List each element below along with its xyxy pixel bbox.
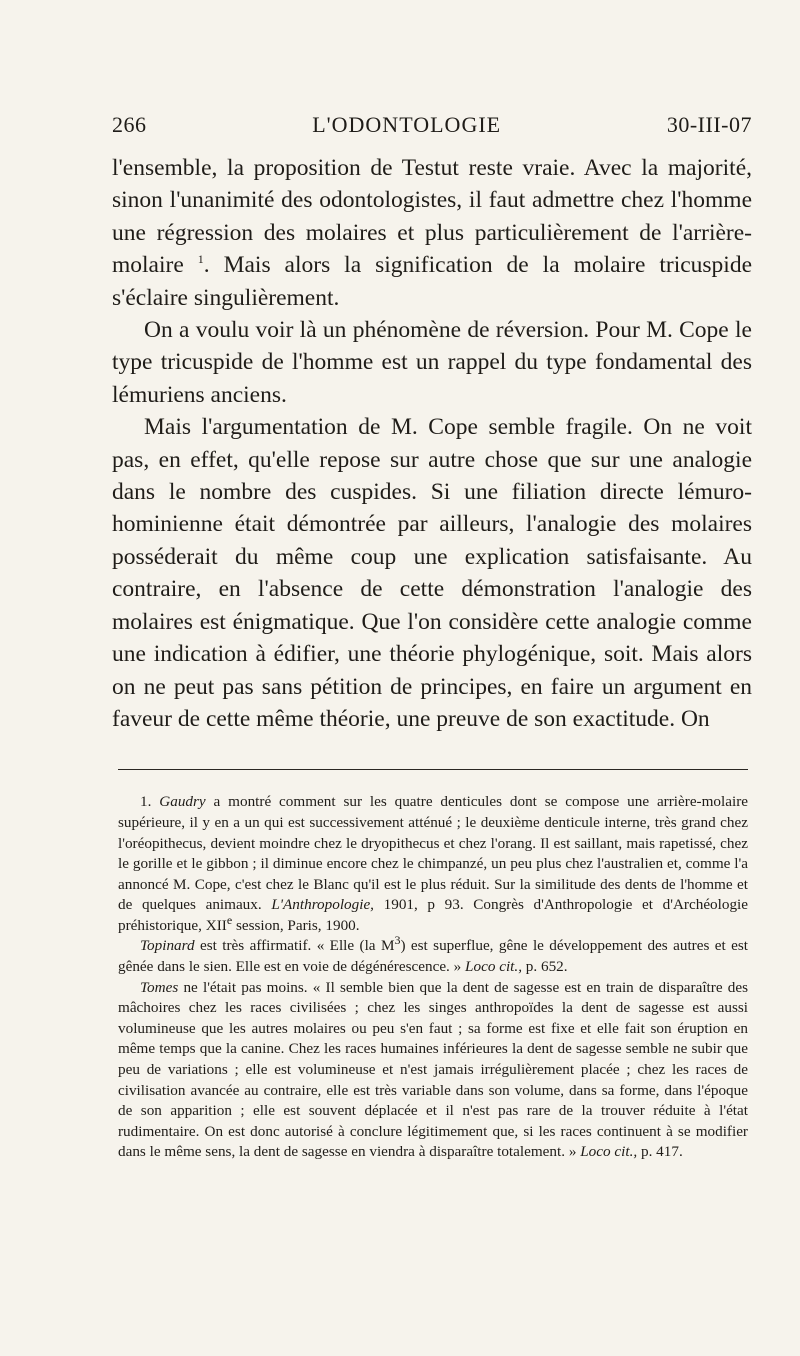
footnote-3: Tomes ne l'était pas moins. « Il semble bien que la dent de sagesse est en train de disparaître des mâchoires chez les races civilisées ; chez les singes anthropoïdes la dent de sagesse est aussi volumineuse que les autres molaires ou peu s'en faut ; sa forme est fixe et elle fait son éruption en même temps que la canine. Chez les races humaines inférieures la dent de sagesse semble ne subir que peu de variations ; elle est volumineuse et n'est jamais irrégulièrement placée ; chez les races de civilisation avancée au contraire, elle est très variable dans son volume, dans sa forme, dans l'époque de son apparition ; elle est souvent déplacée et il n'est pas rare de la trouver réduite à l'état rudimentaire. On est donc autorisé à conclure légitimement que, si les races continuent à se modifier dans le même sens, la dent de sagesse en viendra à disparaître totalement. » Loco cit., p. 417.	[118, 978, 748, 1161]
footnote-1: 1. Gaudry a montré comment sur les quatre denticules dont se compose une arrière-molaire supérieure, il y en a un qui est successivement atténué ; le deuxième denticule interne, très grand chez l'oréopithecus, devient moindre chez le dryopithecus et chez l'orang. Il est saillant, mais rapetissé, chez le gorille et le gibbon ; il diminue encore chez le chimpanzé, un peu plus chez l'australien et, comme l'a annoncé M. Cope, c'est chez le Blanc qu'il est le plus réduit. Sur la similitude des dents de l'homme et de quelques animaux. L'Anthropologie, 1901, p 93. Congrès d'Anthropologie et d'Archéologie préhistorique, XIIe session, Paris, 1900.	[118, 793, 749, 934]
paragraph-2: On a voulu voir là un phénomène de réversion. Pour M. Cope le type tricuspide de l'homme est un rappel du type fondamental des lémuriens anciens.	[112, 317, 752, 408]
page-number: 266	[112, 112, 147, 137]
running-header	[112, 112, 752, 146]
paragraph-1: l'ensemble, la proposition de Testut reste vraie. Avec la majorité, sinon l'unanimité des odontologistes, il faut admettre chez l'homme une régression des molaires et plus particulièrement de l'arrière-molaire $^1$. Mais alors la signification de la molaire tricuspide s'éclaire singulièrement.	[112, 155, 753, 311]
issue-date: 30-III-07	[666, 112, 752, 137]
footnote-2: Topinard est très affirmatif. « Elle (la $M^3$) est superflue, gêne le développement des autres et est gênée dans le sien. Elle est en voie de dégénérescence. » Loco cit., p. 652.	[118, 933, 748, 976]
paragraph-3: Mais l'argumentation de M. Cope semble fragile. On ne voit pas, en effet, qu'elle repose sur autre chose que sur une analogie dans le nombre des cuspides. Si une filiation directe lémuro-hominienne était démontrée par ailleurs, l'analogie des molaires posséderait du même coup une explication satisfaisante. Au contraire, en l'absence de cette démonstration l'analogie des molaires est énigmatique. Que l'on considère cette analogie comme une indication à édifier, une théorie phylogénique, soit. Mais alors on ne peut pas sans pétition de principes, en faire un argument en faveur de cette même théorie, une preuve de son exactitude. On	[112, 414, 752, 732]
footnotes	[118, 792, 748, 1163]
footnote-divider	[118, 769, 748, 770]
main-text	[112, 152, 752, 735]
footnote-ref-1: 1	[197, 252, 204, 267]
journal-title: L'ODONTOLOGIE	[312, 112, 502, 137]
page	[112, 112, 752, 1163]
